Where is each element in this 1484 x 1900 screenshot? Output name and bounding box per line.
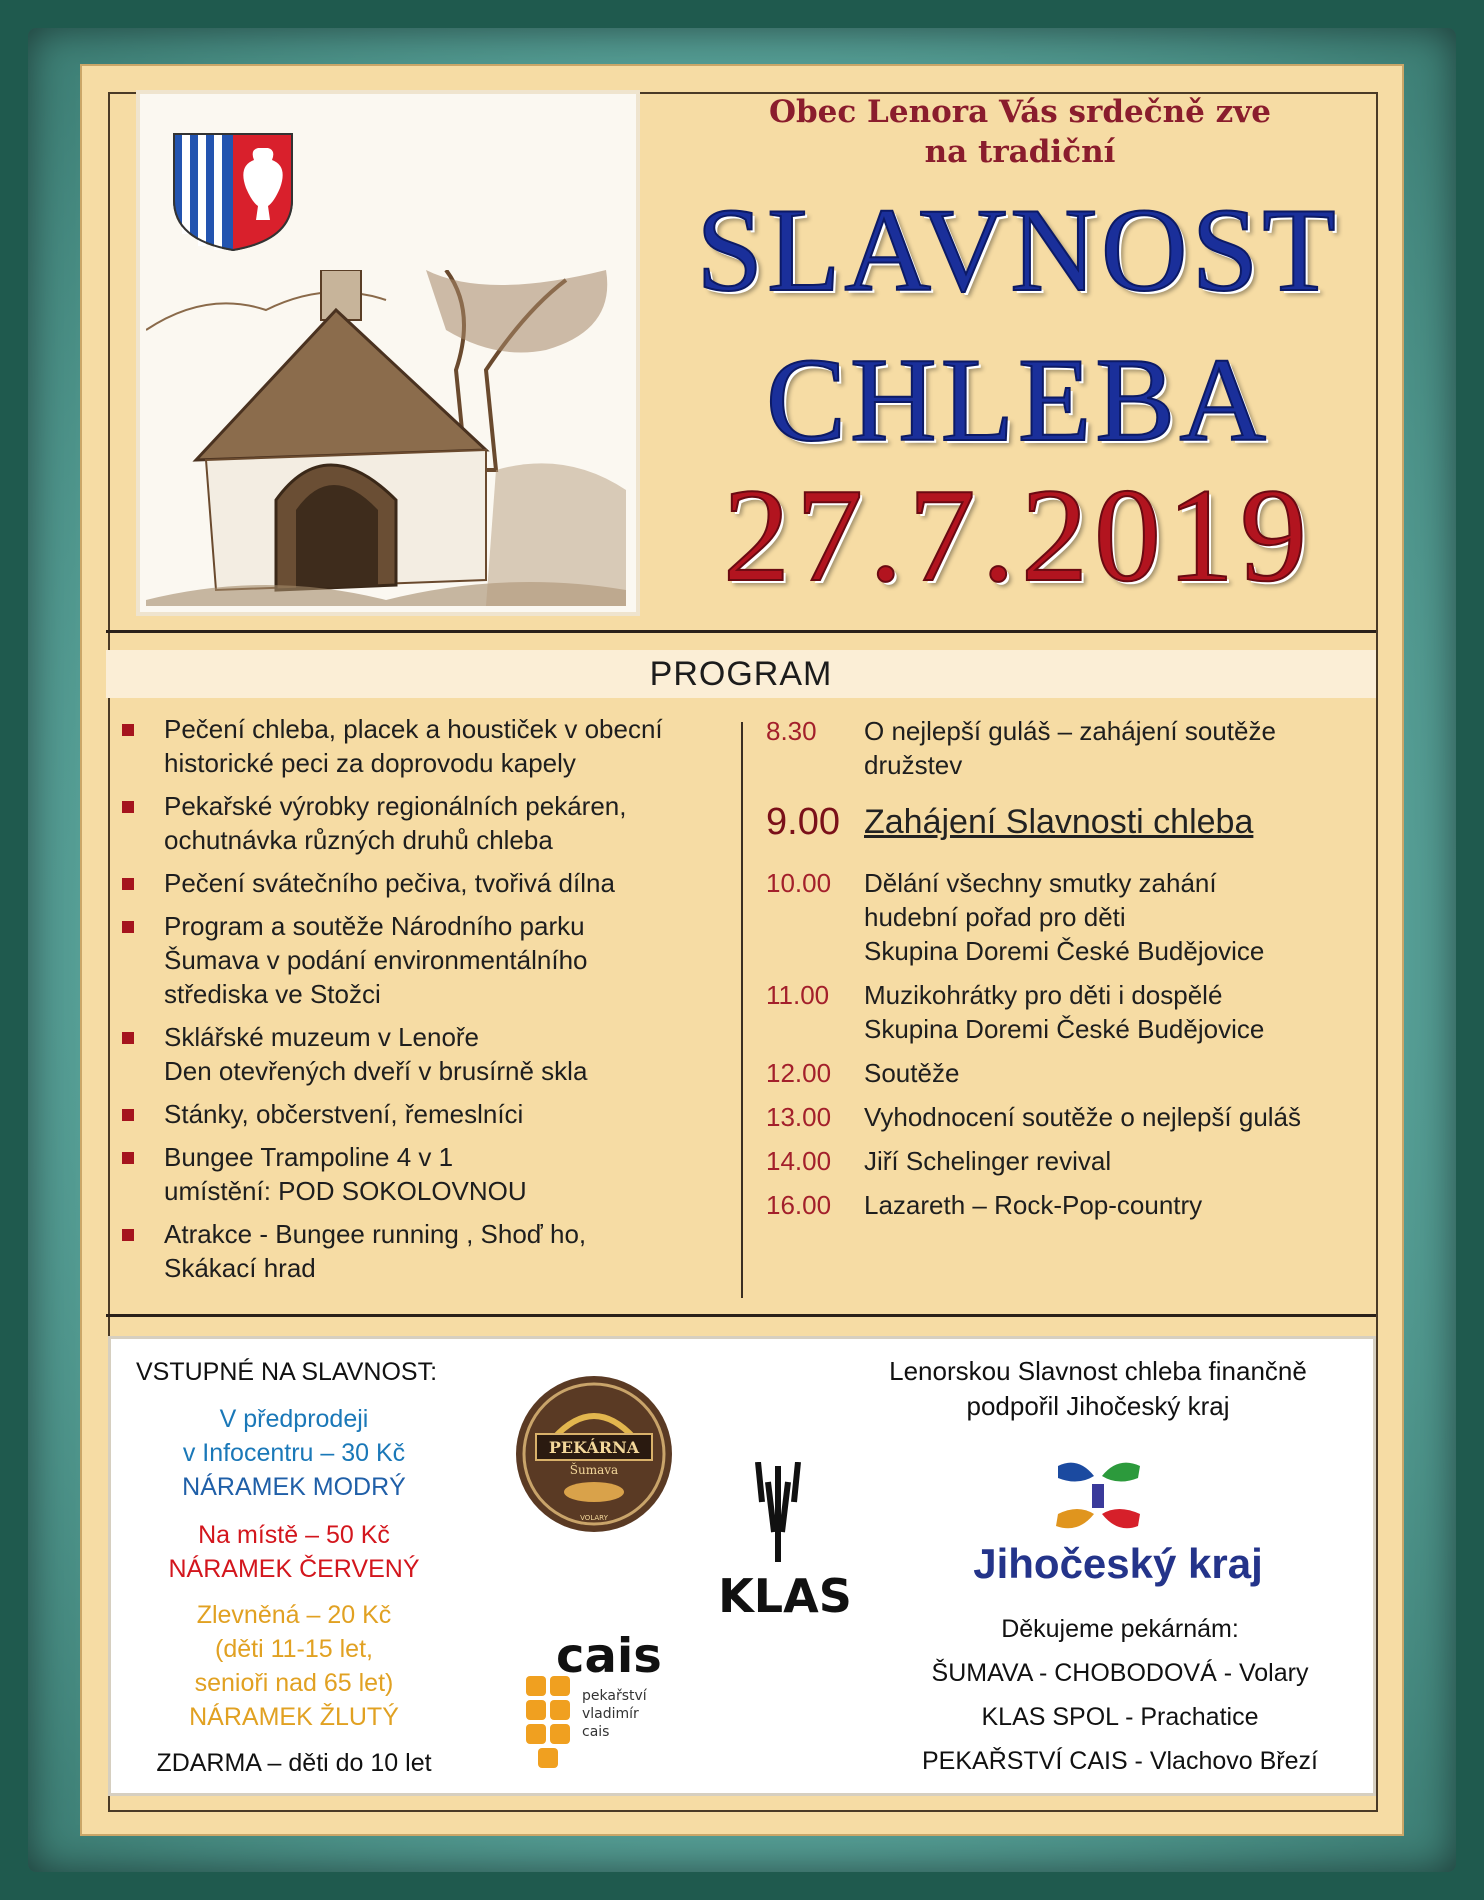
title-slavnost: SLAVNOST (696, 183, 1340, 316)
schedule-item (764, 1144, 1374, 1178)
schedule-list (764, 714, 1374, 1232)
schedule-item (764, 714, 1374, 782)
schedule-item-opening (764, 800, 1374, 844)
activities-list (118, 712, 718, 1294)
invite-text (690, 92, 1350, 172)
bullet-icon (122, 878, 134, 890)
schedule-item (764, 866, 1374, 968)
schedule-time: 13.00 (766, 1102, 832, 1132)
presale-band: NÁRAMEK MODRÝ (182, 1473, 406, 1501)
bakery-cais: PEKAŘSTVÍ CAIS - Vlachovo Březí (922, 1747, 1318, 1775)
title-chleba: CHLEBA (766, 333, 1270, 466)
list-item: Atrakce - Bungee running , Shoď ho, Skákací hrad (118, 1217, 718, 1285)
bullet-icon (122, 1229, 134, 1241)
presale-line1: V předprodeji (219, 1405, 369, 1433)
jihocesky-kraj-logo-icon (1048, 1456, 1148, 1536)
bullet-icon (122, 801, 134, 813)
program-heading: PROGRAM (106, 650, 1376, 698)
presale-line2: v Infocentru – 30 Kč (182, 1439, 406, 1467)
schedule-item (764, 1188, 1374, 1222)
pekarna-sub: Šumava (569, 1463, 619, 1477)
list-item: Bungee Trampoline 4 v 1 umístění: POD SOKOLOVNOU (118, 1140, 718, 1208)
bullet-icon (122, 1032, 134, 1044)
admission-heading: VSTUPNÉ NA SLAVNOST: (136, 1358, 438, 1386)
thanks-heading: Děkujeme pekárnám: (1001, 1615, 1239, 1643)
sponsor-line2: podpořil Jihočeský kraj (966, 1391, 1230, 1421)
cais-logo (520, 1636, 680, 1776)
cais-sub3: cais (582, 1724, 610, 1740)
schedule-text: O nejlepší guláš – zahájení soutěže družstev (864, 716, 1276, 780)
cais-sub1: pekařství (582, 1688, 647, 1704)
onsite-band: NÁRAMEK ČERVENÝ (168, 1555, 420, 1583)
schedule-time: 9.00 (766, 801, 840, 843)
bullet-icon (122, 1152, 134, 1164)
program-column-divider (741, 722, 743, 1298)
list-item: Program a soutěže Národního parku Šumava v podání environmentálního střediska ve Stožci (118, 909, 718, 1011)
list-item: Pečení chleba, placek a houstiček v obecní historické peci za doprovodu kapely (118, 712, 718, 780)
cais-name: cais (556, 1636, 662, 1684)
schedule-time: 11.00 (766, 980, 830, 1010)
program-bottom-rule (106, 1314, 1376, 1317)
list-item: Pečení svátečního pečiva, tvořivá dílna (118, 866, 718, 900)
coat-of-arms-icon (170, 130, 296, 254)
pekarna-name: PEKÁRNA (548, 1438, 640, 1457)
klas-logo (718, 1462, 852, 1622)
program-top-rule (106, 630, 1376, 633)
schedule-item (764, 1100, 1374, 1134)
schedule-text: Soutěže (864, 1058, 960, 1088)
reduced-band: NÁRAMEK ŽLUTÝ (189, 1703, 399, 1731)
bullet-icon (122, 921, 134, 933)
klas-name: KLAS (718, 1569, 852, 1622)
schedule-text: Dělání všechny smutky zahání hudební pořad pro děti Skupina Doremi České Budějovice (864, 868, 1265, 966)
list-item: Sklářské muzeum v Lenoře Den otevřených dveří v brusírně skla (118, 1020, 718, 1088)
event-date: 27.7.2019 (723, 461, 1313, 609)
schedule-text: Zahájení Slavnosti chleba (864, 803, 1254, 841)
schedule-text: Jiří Schelinger revival (864, 1146, 1112, 1176)
schedule-time: 12.00 (766, 1058, 832, 1088)
cais-sub2: vladimír (582, 1706, 639, 1722)
list-item: Pekařské výrobky regionálních pekáren, ochutnávka různých druhů chleba (118, 789, 718, 857)
bakery-sumava: ŠUMAVA - CHOBODOVÁ - Volary (931, 1659, 1309, 1687)
sponsor-line1: Lenorskou Slavnost chleba finančně (889, 1356, 1307, 1386)
invite-line2: na tradiční (924, 134, 1116, 170)
pekarna-bottom: VOLARY (580, 1514, 608, 1522)
sponsor-text (848, 1354, 1348, 1424)
schedule-time: 16.00 (766, 1190, 832, 1220)
reduced-line1: Zlevněná – 20 Kč (196, 1601, 392, 1629)
bakehouse-sketch-image (146, 270, 626, 606)
invite-line1: Obec Lenora Vás srdečně zve (768, 94, 1271, 130)
list-item: Stánky, občerstvení, řemeslníci (118, 1097, 718, 1131)
schedule-item (764, 978, 1374, 1046)
reduced-line2: (děti 11-15 let, (215, 1635, 373, 1663)
onsite-line1: Na místě – 50 Kč (198, 1521, 390, 1549)
reduced-line3: senioři nad 65 let) (194, 1669, 394, 1697)
free-entry: ZDARMA – děti do 10 let (156, 1749, 432, 1777)
bakery-klas: KLAS SPOL - Prachatice (981, 1703, 1259, 1731)
schedule-time: 14.00 (766, 1146, 832, 1176)
schedule-text: Lazareth – Rock-Pop-country (864, 1190, 1203, 1220)
schedule-text: Muzikohrátky pro děti i dospělé Skupina Doremi České Budějovice (864, 980, 1265, 1044)
bullet-icon (122, 724, 134, 736)
region-name: Jihočeský kraj (973, 1540, 1263, 1587)
bullet-icon (122, 1109, 134, 1121)
schedule-time: 10.00 (766, 868, 832, 898)
schedule-text: Vyhodnocení soutěže o nejlepší guláš (864, 1102, 1302, 1132)
schedule-item (764, 1056, 1374, 1090)
schedule-time: 8.30 (766, 716, 817, 746)
pekarna-sumava-logo (514, 1374, 674, 1534)
